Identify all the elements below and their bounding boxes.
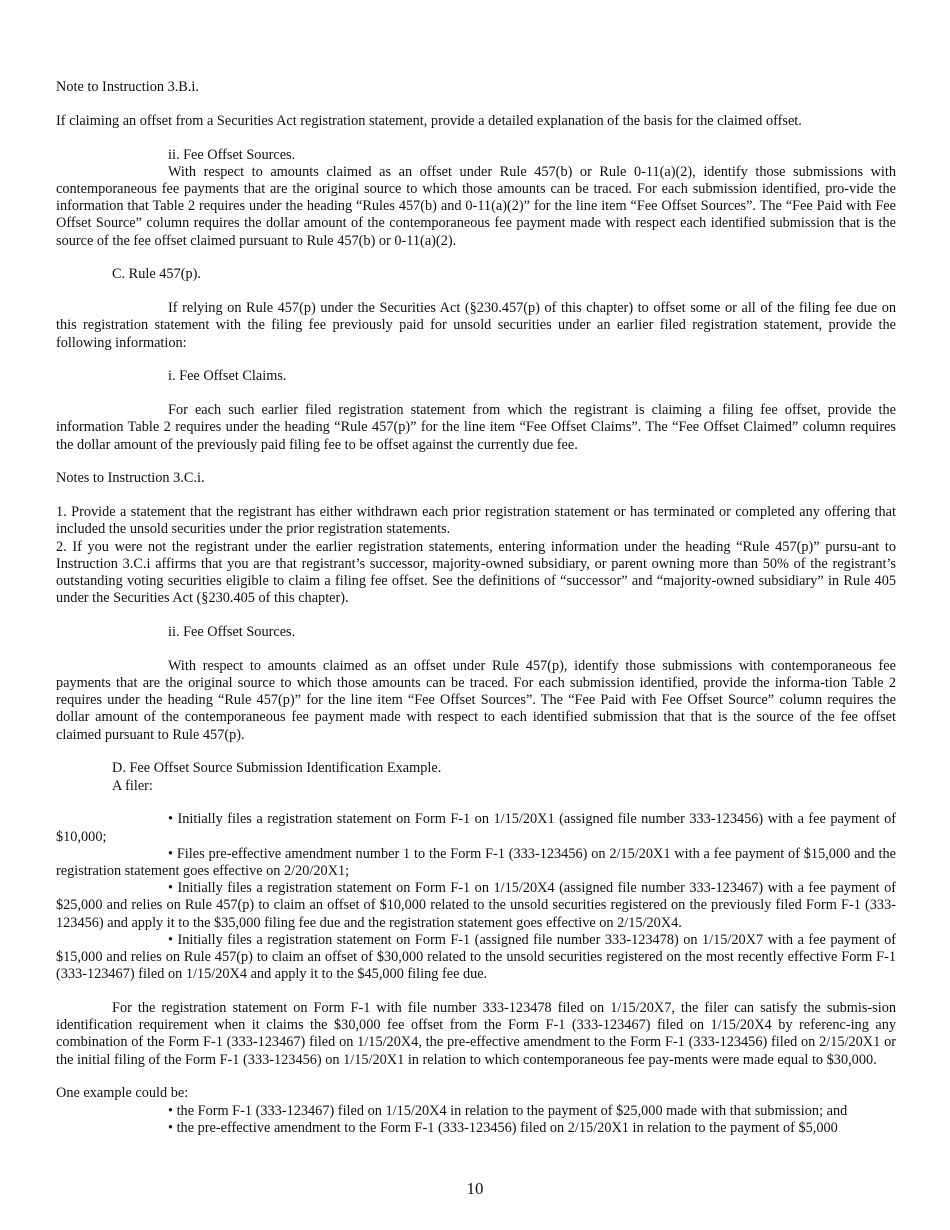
section-heading: C. Rule 457(p). bbox=[112, 266, 201, 283]
example-heading: One example could be: bbox=[56, 1085, 189, 1102]
example-intro: A filer: bbox=[112, 777, 153, 794]
section-heading: D. Fee Offset Source Submission Identification Example. bbox=[112, 760, 442, 777]
subsection-heading: ii. Fee Offset Sources. bbox=[168, 624, 296, 641]
note-heading: Note to Instruction 3.B.i. bbox=[56, 79, 199, 95]
note-item: 2. If you were not the registrant under the earlier registration statements, entering information under the heading “Rule 457(p)” pursu-ant to Instruction 3.C.i affirms that you are that registrant’s successor, majority-owned subsidiary, or parent owning more than 50% of the registrant’s outstanding voting securities eligible to claim a filing fee offset. See the definitions of “successor” and “majority-owned subsidiary” in Rule 405 under the Securities Act (§230.405 of this chapter). bbox=[56, 538, 896, 607]
subsection-heading: i. Fee Offset Claims. bbox=[168, 368, 287, 385]
note-item: 1. Provide a statement that the registrant has either withdrawn each prior registration statement or has terminated or completed any offering that included the unsold securities under the prior registration statements. bbox=[56, 504, 896, 538]
paragraph: With respect to amounts claimed as an offset under Rule 457(b) or Rule 0-11(a)(2), identify those submissions with contemporaneous fee payments that are the original source to which those amounts can be traced. For each submission identified, pro-vide the information that Table 2 requires under the heading “Rules 457(b) and 0-11(a)(2)” for the line item “Fee Offset Sources”. The “Fee Paid with Fee Offset Source” column requires the dollar amount of the contemporaneous fee payment made with respect each identified submission that is the source of the fee offset claimed pursuant to Rule 457(b) or 0-11(a)(2). bbox=[56, 163, 896, 249]
paragraph: For the registration statement on Form F-1 with file number 333-123478 filed on 1/15/20X7, the filer can satisfy the submis-sion identification requirement when it claims the $30,000 fee offset from the Form F-1 (333-123467) filed on 1/15/20X4 by referenc-ing any combination of the Form F-1 (333-123467) filed on 1/15/20X4, the pre-effective amendment to the Form F-1 (333-123456) filed on 2/15/20X1 or the initial filing of the Form F-1 (333-123456) on 1/15/20X1 in relation to which contemporaneous fee pay-ments were made equal to $30,000. bbox=[56, 1000, 896, 1068]
page-number: 10 bbox=[466, 1179, 484, 1198]
document-page bbox=[56, 79, 896, 1137]
note-text: If claiming an offset from a Securities Act registration statement, provide a detailed explanation of the basis for the claimed offset. bbox=[56, 112, 802, 129]
list-item: • the pre-effective amendment to the Form F-1 (333-123456) filed on 2/15/20X1 in relation to the payment of $5,000 bbox=[168, 1119, 838, 1136]
list-item: • the Form F-1 (333-123467) filed on 1/15/20X4 in relation to the payment of $25,000 made with that submission; and bbox=[168, 1102, 848, 1119]
paragraph: For each such earlier filed registration statement from which the registrant is claiming a filing fee offset, provide the information Table 2 requires under the heading “Rule 457(p)” for the line item “Fee Offset Claims”. The “Fee Offset Claimed” column requires the dollar amount of the previously paid filing fee to be offset against the currently due fee. bbox=[56, 402, 896, 453]
subsection-heading: ii. Fee Offset Sources. bbox=[168, 146, 296, 163]
list-item: • Initially files a registration statement on Form F-1 on 1/15/20X4 (assigned file number 333-123467) with a fee payment of $25,000 and relies on Rule 457(p) to claim an offset of $10,000 related to the unsold securities registered on the previously filed Form F-1 (333-123456) and apply it to the $35,000 filing fee due and the registration statement goes effective on 2/15/20X4. bbox=[56, 880, 896, 931]
paragraph: If relying on Rule 457(p) under the Securities Act (§230.457(p) of this chapter) to offset some or all of the filing fee due on this registration statement with the filing fee previously paid for unsold securities under an earlier filed registration statement, provide the following information: bbox=[56, 300, 896, 351]
notes-heading: Notes to Instruction 3.C.i. bbox=[56, 470, 205, 487]
paragraph: With respect to amounts claimed as an offset under Rule 457(p), identify those submissions with contemporaneous fee payments that are the original source to which those amounts can be traced. For each submission identified, provide the informa-tion Table 2 requires under the heading “Rule 457(p)” for the line item “Fee Offset Sources”. The “Fee Paid with Fee Offset Source” column requires the dollar amount of the contemporaneous fee payment made with respect to each identified submission that that is the source of the fee offset claimed pursuant to Rule 457(p). bbox=[56, 657, 896, 743]
list-item: • Initially files a registration statement on Form F-1 (assigned file number 333-123478) on 1/15/20X7 with a fee payment of $15,000 and relies on Rule 457(p) to claim an offset of $30,000 related to the unsold securities registered on the most recently effective Form F-1 (333-123467) filed on 1/15/20X4 and apply it to the $45,000 filing fee due. bbox=[56, 931, 896, 983]
list-item: • Files pre-effective amendment number 1 to the Form F-1 (333-123456) on 2/15/20X1 with a fee payment of $15,000 and the registration statement goes effective on 2/20/20X1; bbox=[56, 845, 896, 880]
list-item: • Initially files a registration statement on Form F-1 on 1/15/20X1 (assigned file number 333-123456) with a fee payment of $10,000; bbox=[56, 811, 896, 845]
